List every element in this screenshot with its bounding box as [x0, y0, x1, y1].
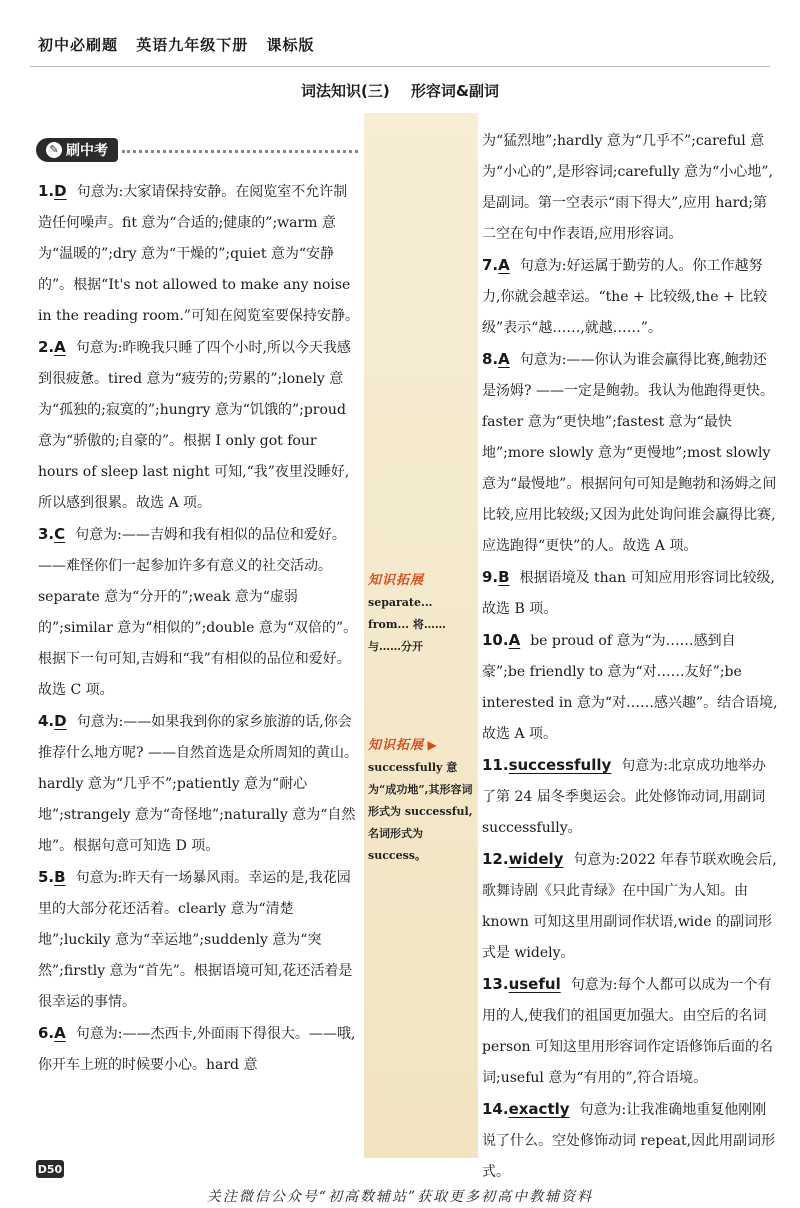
answer: A	[54, 1024, 66, 1042]
question-item	[38, 706, 360, 862]
answer: A	[498, 350, 510, 368]
answer: A	[508, 631, 521, 649]
question-item	[482, 562, 778, 625]
question-item	[482, 250, 778, 344]
subject-name: 英语九年级下册	[136, 36, 249, 54]
section-badge	[36, 138, 118, 162]
answer: widely	[508, 850, 564, 868]
explanation: 句意为:——如果我到你的家乡旅游的话,你会推荐什么地方呢? ——自然首选是众所周知的黄山。hardly 意为“几乎不”;patiently 意为“耐心地”;strangely 意为“奇怪地”;naturally 意为“自然地”。根据句意可知选 D 项。	[38, 714, 358, 854]
question-number: 4.	[38, 712, 55, 730]
explanation: 句意为:大家请保持安静。在阅览室不允许制造任何噪声。fit 意为“合适的;健康的”;warm 意为“温暖的”;dry 意为“干燥的”;quiet 意为“安静的”。根据“It's not allowed to make any noise in the reading room.”可知在阅览室要保持安静。	[38, 184, 359, 324]
explanation: 为“猛烈地”;hardly 意为“几乎不”;careful 意为“小心的”,是形容词;carefully 意为“小心地”,是副词。第一空表示“雨下得大”,应用 hard;第二空在句中作表语,应用形容词。	[482, 133, 773, 242]
section-title-part2: 形容词&副词	[410, 82, 500, 100]
answer: successfully	[508, 756, 612, 774]
answer: B	[498, 568, 510, 586]
question-number: 5.	[38, 868, 55, 886]
question-item	[482, 750, 778, 844]
header-left	[38, 34, 327, 55]
explanation: 句意为:2022 年春节联欢晚会后,歌舞诗剧《只此青绿》在中国广为人知。由 known 可知这里用副词作状语,wide 的副词形式是 widely。	[482, 852, 777, 961]
question-number: 11.	[482, 756, 509, 774]
question-number: 9.	[482, 568, 499, 586]
arrow-right-icon: ▶	[427, 738, 437, 752]
question-number: 3.	[38, 525, 55, 543]
explanation: 句意为:——吉姆和我有相似的品位和爱好。——难怪你们一起参加许多有意义的社交活动。separate 意为“分开的”;weak 意为“虚弱的”;similar 意为“相似的”;double 意为“双倍的”。根据下一句可知,吉姆和“我”有相似的品位和爱好。故选 C 项。	[38, 527, 358, 698]
question-item	[482, 844, 778, 969]
question-item	[38, 332, 360, 519]
explanation: 句意为:昨晚我只睡了四个小时,所以今天我感到很疲惫。tired 意为“疲劳的;劳累的”;lonely 意为“孤独的;寂寞的”;hungry 意为“饥饿的”;proud 意为“骄傲的;自豪的”。根据 I only got four hours of sleep last night 可知,“我”夜里没睡好,所以感到很累。故选 A 项。	[38, 340, 351, 511]
question-item	[482, 1094, 778, 1188]
edition-name: 课标版	[266, 36, 315, 54]
question-item	[38, 176, 360, 332]
answer: D	[54, 182, 67, 200]
answer: A	[498, 256, 510, 274]
answer: useful	[508, 975, 561, 993]
left-column	[38, 176, 360, 1081]
explanation: 句意为:每个人都可以成为一个有用的人,使我们的祖国更加强大。由空后的名词 person 可知这里用形容词作定语修饰后面的名词;useful 意为“有用的”,符合语境。	[482, 977, 774, 1086]
tip-title: 知识拓展	[368, 738, 425, 753]
section-title-part1: 词法知识(三)	[300, 82, 390, 100]
question-number: 14.	[482, 1100, 509, 1118]
pencil-icon: ✎	[46, 142, 62, 158]
footer-note: 关注微信公众号“初高数辅站”获取更多初高中教辅资料	[206, 1189, 594, 1205]
header-divider	[30, 66, 770, 67]
question-item	[482, 126, 778, 250]
tip-title: 知识拓展	[368, 573, 425, 588]
question-number: 10.	[482, 631, 509, 649]
question-number: 6.	[38, 1024, 55, 1042]
question-number: 1.	[38, 182, 55, 200]
question-number: 2.	[38, 338, 55, 356]
explanation: be proud of 意为“为……感到自豪”;be friendly to 意为“对……友好”;be interested in 意为“对……感兴趣”。结合语境,故选 A 项。	[482, 633, 778, 742]
answer: C	[54, 525, 66, 543]
question-item	[38, 1018, 360, 1081]
answer: D	[54, 712, 67, 730]
right-column	[482, 126, 778, 1188]
question-item	[482, 344, 778, 562]
answer: B	[54, 868, 66, 886]
question-item	[38, 862, 360, 1018]
section-title	[0, 80, 800, 101]
explanation: 根据语境及 than 可知应用形容词比较级,故选 B 项。	[482, 570, 775, 617]
explanation: 句意为:让我准确地重复他刚刚说了什么。空处修饰动词 repeat,因此用副词形式。	[482, 1102, 776, 1180]
tip-box	[368, 570, 476, 658]
explanation: 句意为:——杰西卡,外面雨下得很大。——哦,你开车上班的时候要小心。hard 意	[38, 1026, 356, 1073]
explanation: 句意为:昨天有一场暴风雨。幸运的是,我花园里的大部分花还活着。clearly 意为“清楚地”;luckily 意为“幸运地”;suddenly 意为“突然”;firstly 意为“首先”。根据语境可知,花还活着是很幸运的事情。	[38, 870, 353, 1010]
explanation: 句意为:好运属于勤劳的人。你工作越努力,你就会越幸运。“the + 比较级,the + 比较级”表示“越……,就越……”。	[482, 258, 768, 336]
question-number: 7.	[482, 256, 499, 274]
question-number: 12.	[482, 850, 509, 868]
explanation: 句意为:——你认为谁会赢得比赛,鲍勃还是汤姆? ——一定是鲍勃。我认为他跑得更快。faster 意为“更快地”;fastest 意为“最快地”;more slowly 意为“更慢地”;most slowly 意为“最慢地”。根据问句可知是鲍勃和汤姆之间比较,应用比较级;又因为此处询问谁会赢得比赛,应选跑得“更快”的人。故选 A 项。	[482, 352, 777, 554]
answer: A	[54, 338, 66, 356]
tip-body: separate... from... 将……与……分开	[368, 596, 446, 653]
answer: exactly	[508, 1100, 570, 1118]
tip-body: successfully 意为“成功地”,其形容词形式为 successful,名词形式为 success。	[368, 761, 473, 862]
explanation: 句意为:北京成功地举办了第 24 届冬季奥运会。此处修饰动词,用副词 successfully。	[482, 758, 766, 836]
dotted-divider	[122, 150, 358, 153]
question-number: 8.	[482, 350, 499, 368]
tip-box	[368, 734, 476, 867]
question-item	[482, 625, 778, 750]
question-item	[482, 969, 778, 1094]
series-name: 初中必刷题	[38, 36, 119, 54]
question-item	[38, 519, 360, 706]
question-number: 13.	[482, 975, 509, 993]
page-number: D50	[36, 1160, 64, 1178]
badge-label: 刷中考	[66, 143, 108, 159]
